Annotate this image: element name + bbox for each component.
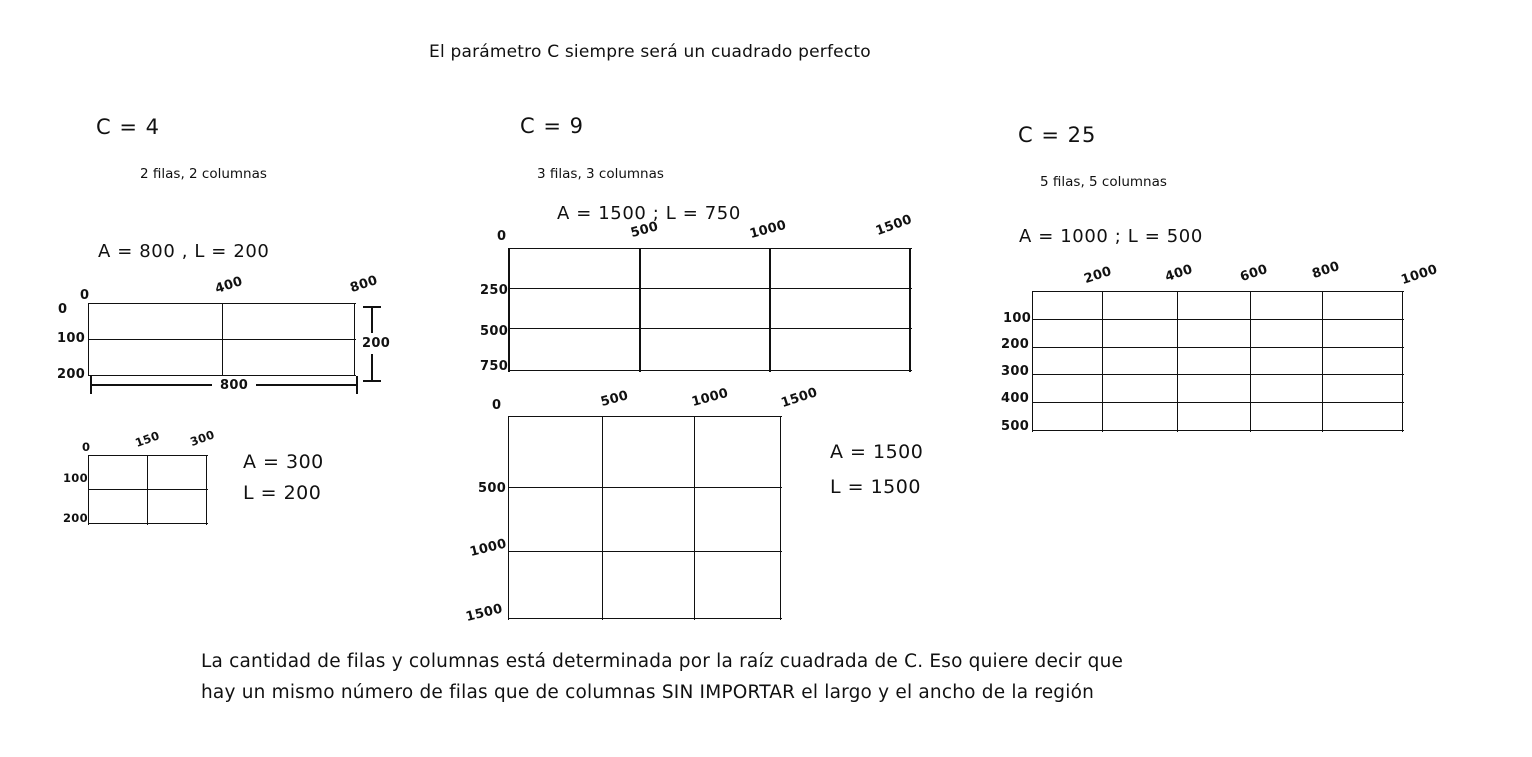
grid-line-v (222, 303, 223, 376)
footer-line-1: La cantidad de filas y columnas está determinada por la raíz cuadrada de C. Eso quiere decir que (201, 651, 1124, 672)
ytick-c9-fig2-3: 1500 (464, 601, 505, 625)
ytick-c4-fig1-0: 0 (58, 302, 68, 317)
ytick-c25-2: 200 (1001, 337, 1030, 352)
xtick-c9-fig2-2: 1000 (690, 385, 731, 410)
xtick-c4-fig2-0: 0 (82, 440, 91, 454)
xtick-c4-fig2-1: 150 (133, 428, 162, 450)
grid-line-h (1032, 291, 1404, 292)
grid-line-v (147, 455, 148, 525)
side-label-c9-fig2-l: L = 1500 (830, 476, 921, 498)
height-annotation-c4: 200 (362, 333, 390, 354)
grid-line-v (1177, 291, 1178, 432)
xtick-c25-2: 400 (1163, 262, 1195, 285)
ytick-c4-fig1-1: 100 (57, 331, 86, 346)
xtick-c4-fig1-0: 0 (80, 288, 90, 303)
dims-c4-fig1: A = 800 , L = 200 (98, 241, 270, 262)
grid-line-h (508, 487, 782, 488)
xtick-c25-3: 600 (1238, 262, 1270, 285)
ytick-c25-4: 400 (1001, 391, 1030, 406)
dims-c9-fig1: A = 1500 ; L = 750 (557, 203, 741, 224)
grid-line-h (1032, 319, 1404, 320)
xtick-c9-fig2-1: 500 (599, 388, 631, 410)
grid-line-v (88, 455, 89, 525)
grid-line-v (88, 303, 89, 376)
grid-c9-fig1 (508, 248, 912, 372)
footer-line-2: hay un mismo número de filas que de columnas SIN IMPORTAR el largo y el ancho de la región (201, 682, 1095, 703)
ytick-c9-fig1-3: 750 (480, 359, 509, 374)
xtick-c9-fig1-0: 0 (497, 229, 507, 244)
xtick-c25-1: 200 (1082, 264, 1114, 287)
dims-c25-fig1: A = 1000 ; L = 500 (1019, 226, 1203, 247)
grid-c4-fig1 (88, 303, 356, 376)
side-label-c4-fig2-a: A = 300 (243, 451, 324, 473)
grid-line-h (508, 618, 782, 619)
xtick-c9-fig1-3: 1500 (873, 212, 915, 239)
case-label-c25: C = 25 (1018, 123, 1097, 147)
grid-line-v (1402, 291, 1403, 432)
grid-c4-fig2 (88, 455, 208, 525)
grid-line-v (909, 248, 911, 372)
grid-line-v (1102, 291, 1103, 432)
case-sub-c9: 3 filas, 3 columnas (537, 166, 664, 182)
grid-line-v (1032, 291, 1033, 432)
grid-line-v (354, 303, 355, 376)
grid-line-v (639, 248, 641, 372)
side-label-c4-fig2-l: L = 200 (243, 482, 322, 504)
grid-line-h (1032, 347, 1404, 348)
ytick-c25-5: 500 (1001, 419, 1030, 434)
xtick-c4-fig1-2: 800 (348, 273, 380, 296)
grid-line-h (1032, 374, 1404, 375)
xtick-c4-fig2-2: 300 (188, 427, 217, 449)
grid-line-h (1032, 402, 1404, 403)
case-sub-c25: 5 filas, 5 columnas (1040, 174, 1167, 190)
grid-c9-fig2 (508, 416, 782, 620)
case-sub-c4: 2 filas, 2 columnas (140, 166, 267, 182)
grid-line-h (508, 288, 912, 289)
ytick-c9-fig1-1: 250 (480, 283, 509, 298)
ytick-c25-1: 100 (1003, 311, 1032, 326)
ytick-c4-fig1-2: 200 (57, 367, 86, 382)
grid-line-h (508, 416, 782, 417)
side-label-c9-fig2-a: A = 1500 (830, 441, 924, 463)
height-measure-cap-bottom (363, 380, 381, 382)
width-annotation-c4: 800 (212, 378, 256, 393)
height-measure-cap-top (363, 306, 381, 308)
xtick-c9-fig2-0: 0 (492, 398, 502, 413)
grid-line-v (780, 416, 781, 620)
ytick-c25-3: 300 (1001, 364, 1030, 379)
grid-line-v (508, 416, 509, 620)
width-measure-cap-right (356, 376, 358, 394)
xtick-c25-4: 800 (1310, 259, 1342, 282)
grid-c25-fig1 (1032, 291, 1404, 432)
grid-line-v (694, 416, 695, 620)
width-measure-cap-left (90, 376, 92, 394)
grid-line-h (508, 370, 912, 371)
ytick-c9-fig1-2: 500 (480, 324, 509, 339)
page-title: El parámetro C siempre será un cuadrado perfecto (429, 42, 871, 62)
xtick-c9-fig2-3: 1500 (779, 385, 820, 411)
xtick-c25-5: 1000 (1399, 262, 1440, 288)
grid-line-v (206, 455, 207, 525)
xtick-c9-fig1-1: 500 (629, 219, 661, 241)
grid-line-v (1322, 291, 1323, 432)
grid-line-v (602, 416, 603, 620)
ytick-c9-fig2-1: 500 (478, 481, 507, 496)
grid-line-v (769, 248, 771, 372)
ytick-c4-fig2-2: 200 (63, 511, 88, 525)
grid-line-h (508, 248, 912, 249)
grid-line-v (508, 248, 510, 372)
ytick-c4-fig2-1: 100 (63, 471, 88, 485)
case-label-c4: C = 4 (96, 115, 160, 139)
grid-line-h (1032, 430, 1404, 431)
ytick-c9-fig2-2: 1000 (468, 536, 509, 560)
xtick-c4-fig1-1: 400 (213, 274, 245, 297)
grid-line-h (508, 551, 782, 552)
xtick-c9-fig1-2: 1000 (748, 217, 789, 242)
case-label-c9: C = 9 (520, 114, 584, 138)
grid-line-h (508, 328, 912, 329)
grid-line-v (1250, 291, 1251, 432)
